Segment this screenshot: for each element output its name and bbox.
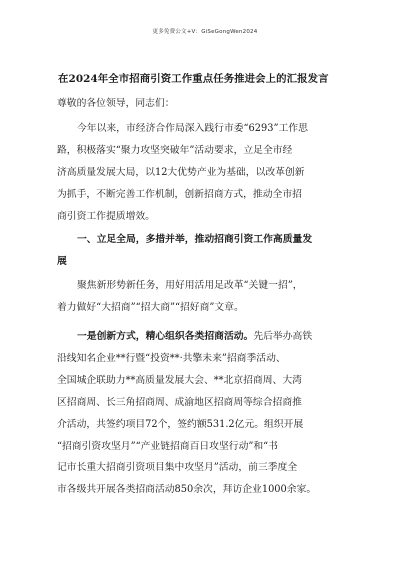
- item-1-first-rest: 先后举办高铁: [253, 331, 313, 342]
- intro-paragraph: [57, 118, 357, 228]
- item-1-line: 区招商周、长三角招商周、成渝地区招商周等综合招商推: [57, 396, 302, 408]
- section-heading-line: 一、立足全局，多措并举，推动招商引资工作高质量发: [77, 234, 313, 245]
- section-intro-line: 聚焦新形势新任务，用好用活用足改革“关键一招”，: [77, 280, 303, 291]
- intro-line: 济高质量发展大局，以12大优势产业为基础，以改革创新: [57, 166, 305, 178]
- section-heading: [57, 229, 357, 273]
- item-1-lead: 一是创新方式，精心组织各类招商活动。: [77, 331, 254, 342]
- item-1-line: 沿线知名企业**行暨“投资**·共擎未来”招商季活动、: [57, 352, 286, 364]
- item-1-line: 介活动，共签约项目72个，签约额531.2亿元。组织开展: [57, 418, 304, 430]
- intro-line: 商引资工作提质增效。: [57, 210, 155, 222]
- intro-line: 路，积极落实“聚力攻坚突破年”活动要求，立足全市经: [57, 144, 293, 156]
- section-intro-paragraph: [57, 275, 357, 319]
- item-1-line: 全国城企联助力**高质量发展大会、**北京招商周、大湾: [57, 374, 302, 386]
- item-1-line: 记市长重大招商引资项目集中攻坚月”活动，前三季度全: [57, 462, 298, 474]
- section-heading-line: 展: [57, 255, 67, 267]
- intro-line: 今年以来，市经济合作局深入践行市委“6293”工作思: [77, 123, 308, 134]
- document-title: 在2024年全市招商引资工作重点任务推进会上的汇报发言: [58, 73, 329, 85]
- intro-line: 为抓手，不断完善工作机制，创新招商方式，推动全市招: [57, 188, 302, 200]
- item-1-line: “招商引资攻坚月”“产业链招商百日攻坚行动”和“书: [57, 440, 278, 452]
- greeting: 尊敬的各位领导，同志们：: [57, 98, 175, 109]
- item-1-paragraph: [57, 326, 357, 501]
- item-1-first-line: [57, 326, 357, 348]
- header-note: 更多免费公文+V：GiSeGongWen2024: [152, 29, 258, 35]
- section-intro-line: 着力做好“大招商”“招大商”“招好商”文章。: [57, 301, 244, 313]
- item-1-line: 市各级共开展各类招商活动850余次，拜访企业1000余家。: [57, 484, 317, 496]
